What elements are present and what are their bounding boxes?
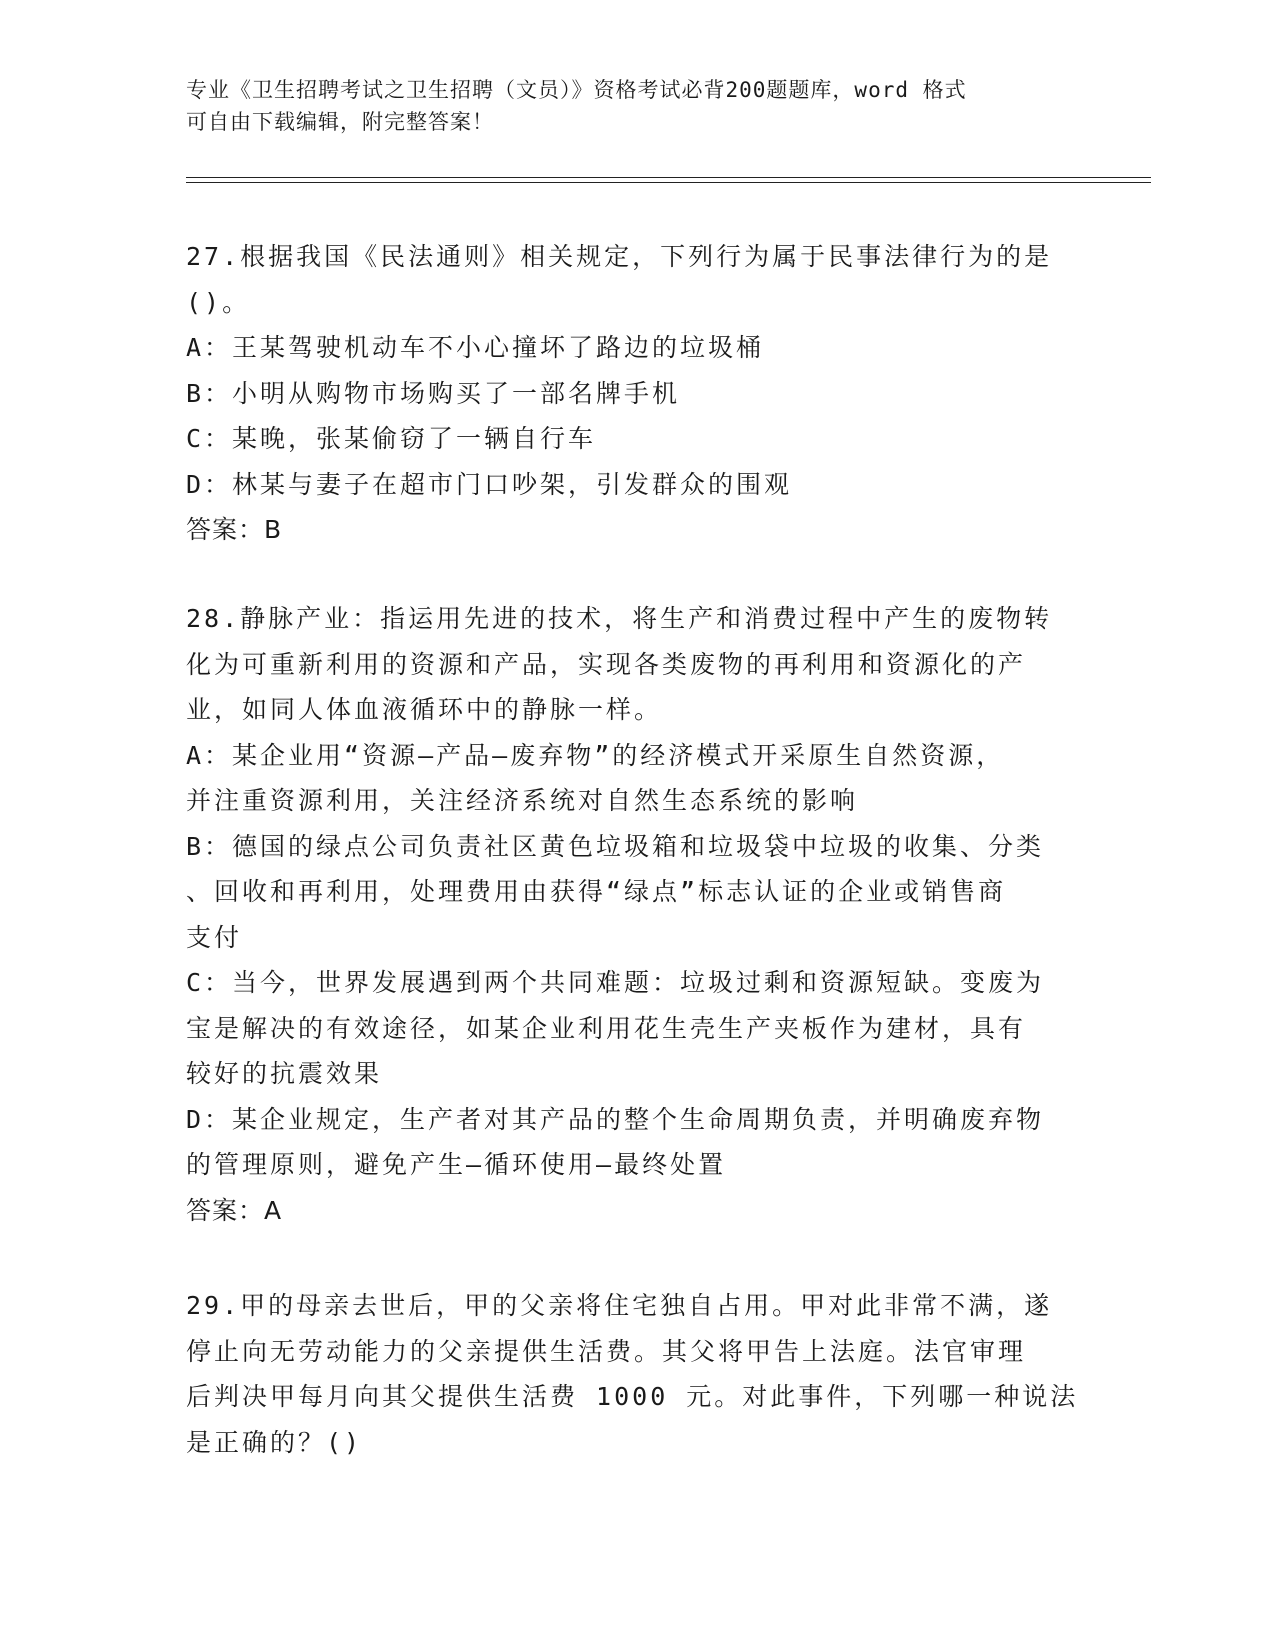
header-line-2: 可自由下载编辑，附完整答案！ <box>186 110 494 134</box>
question-stem-line: ()。 <box>186 287 251 317</box>
question-stem-line: 29.甲的母亲去世后，甲的父亲将住宅独自占用。甲对此非常不满，遂 <box>186 1291 1053 1320</box>
answer-label: 答案：A <box>186 1195 283 1225</box>
question-stem-line: 28.静脉产业：指运用先进的技术，将生产和消费过程中产生的废物转 <box>186 604 1053 633</box>
question-stem-line: 27.根据我国《民法通则》相关规定，下列行为属于民事法律行为的是 <box>186 242 1053 271</box>
question-stem-line: 业，如同人体血液循环中的静脉一样。 <box>186 695 663 724</box>
question-stem-line: 化为可重新利用的资源和产品，实现各类废物的再利用和资源化的产 <box>186 649 1027 679</box>
option-a: A：王某驾驶机动车不小心撞坏了路边的垃圾桶 <box>186 333 765 362</box>
question-stem-line: 是正确的？() <box>186 1427 363 1457</box>
option-a-continued: 并注重资源利用，关注经济系统对自然生态系统的影响 <box>186 786 859 815</box>
option-b: B：小明从购物市场购买了一部名牌手机 <box>186 378 681 408</box>
answer-label: 答案：B <box>186 515 283 544</box>
question-28 <box>186 596 1086 1233</box>
option-b: B：德国的绿点公司负责社区黄色垃圾箱和垃圾袋中垃圾的收集、分类 <box>186 831 1045 861</box>
header-line-1: 专业《卫生招聘考试之卫生招聘（文员）》资格考试必背200题题库，word 格式 <box>186 78 967 102</box>
option-c: C：当今，世界发展遇到两个共同难题：垃圾过剩和资源短缺。变废为 <box>186 968 1045 997</box>
option-b-continued: 、回收和再利用，处理费用由获得“绿点”标志认证的企业或销售商 <box>186 877 1007 906</box>
question-stem-line: 后判决甲每月向其父提供生活费 1000 元。对此事件，下列哪一种说法 <box>186 1382 1079 1411</box>
option-c: C：某晚，张某偷窃了一辆自行车 <box>186 424 597 453</box>
question-29 <box>186 1283 1086 1465</box>
option-b-continued: 支付 <box>186 922 243 952</box>
question-stem-line: 停止向无劳动能力的父亲提供生活费。其父将甲告上法庭。法官审理 <box>186 1336 1027 1366</box>
option-d: D：某企业规定，生产者对其产品的整个生命周期负责，并明确废弃物 <box>186 1104 1045 1134</box>
question-27 <box>186 234 1086 553</box>
option-d-continued: 的管理原则，避免产生—循环使用—最终处置 <box>186 1150 727 1179</box>
option-c-continued: 较好的抗震效果 <box>186 1059 383 1088</box>
header-divider-top <box>186 177 1151 178</box>
document-header <box>186 74 1086 138</box>
option-a: A：某企业用“资源—产品—废弃物”的经济模式开采原生自然资源， <box>186 740 1005 770</box>
option-c-continued: 宝是解决的有效途径，如某企业利用花生壳生产夹板作为建材，具有 <box>186 1013 1027 1043</box>
header-divider-bottom <box>186 182 1151 183</box>
option-d: D：林某与妻子在超市门口吵架，引发群众的围观 <box>186 469 793 499</box>
